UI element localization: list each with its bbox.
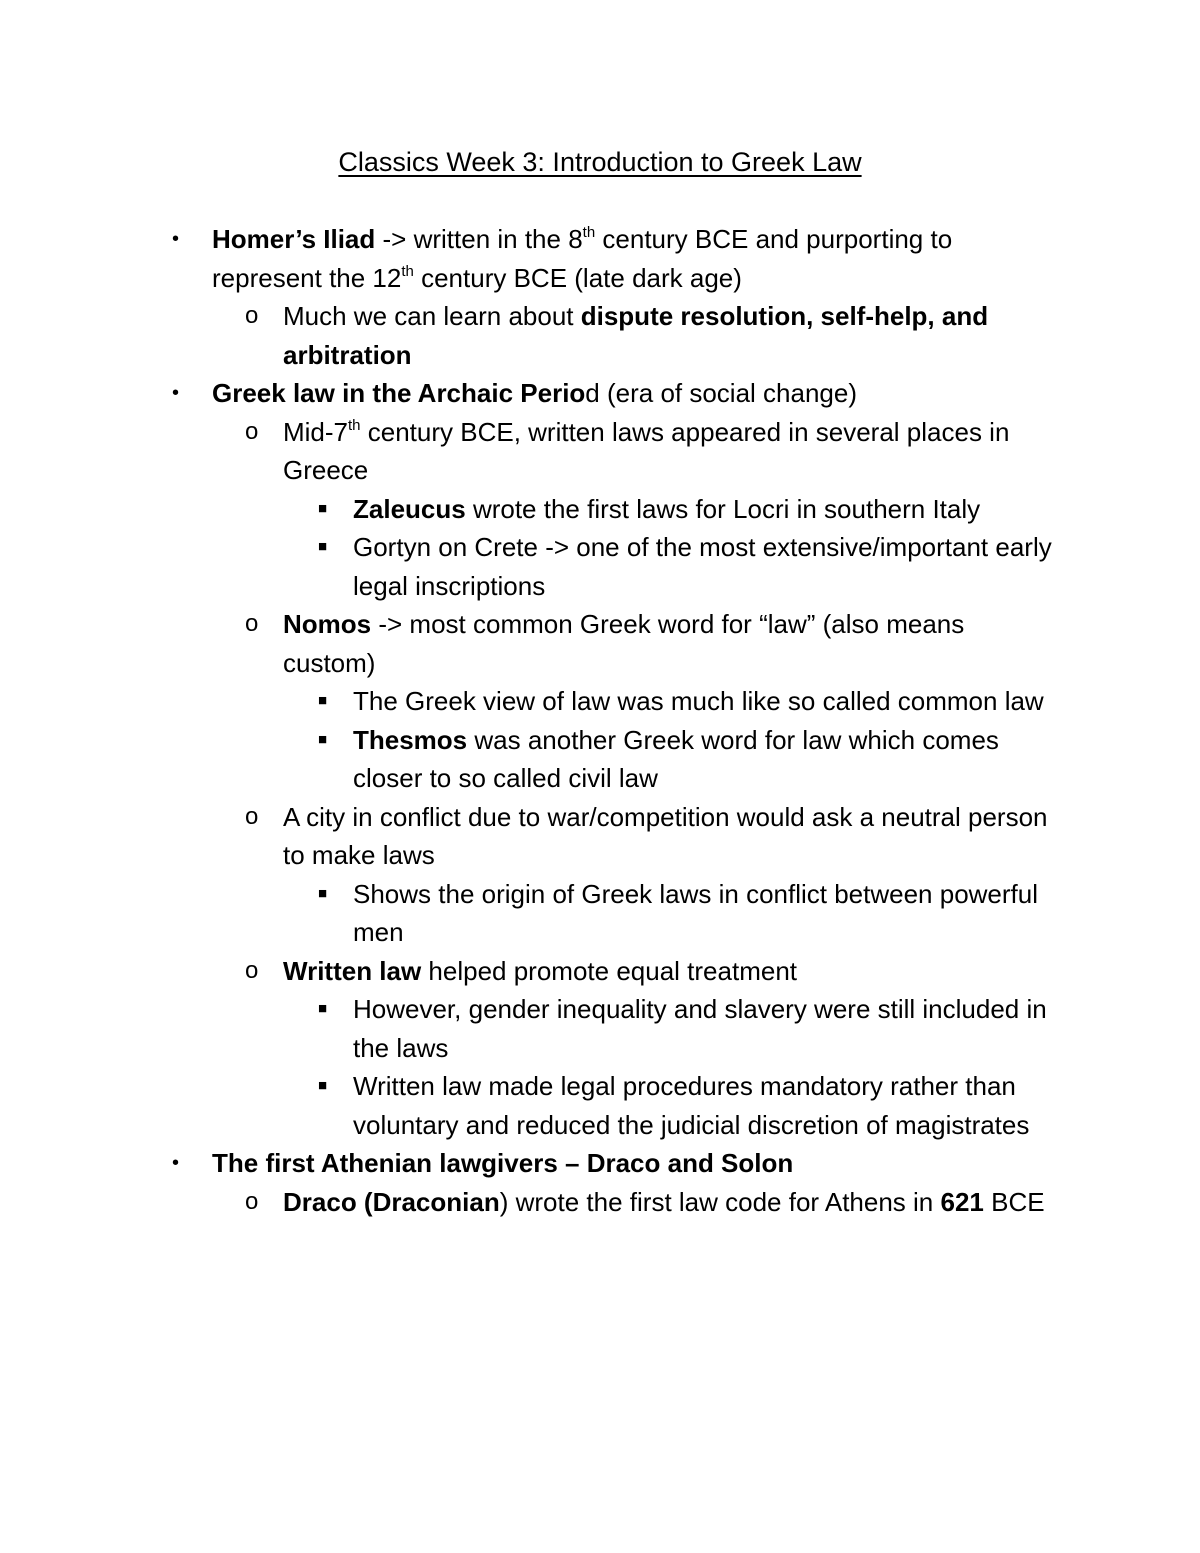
outline-item-level-3 xyxy=(0,682,1063,721)
outline-item-level-3 xyxy=(0,528,1063,605)
bold-text: dispute resolution, self-help, and arbitration xyxy=(283,301,989,370)
outline-item-text xyxy=(283,417,1009,486)
bullet-dot-icon: • xyxy=(172,1152,180,1174)
outline-item-level-1 xyxy=(0,374,1062,413)
bullet-dot-icon: • xyxy=(172,382,180,404)
outline-item-text xyxy=(353,725,999,794)
outline-item-text xyxy=(353,1071,1029,1140)
text-run: Much we can learn about xyxy=(283,301,581,331)
bold-text: Zaleucus xyxy=(353,493,466,524)
text-run: The Greek view of law was much like so called common law xyxy=(353,686,1044,716)
text-run: wrote the first laws for Locri in southern Italy xyxy=(465,493,981,524)
outline-item-text xyxy=(353,686,1044,716)
bullet-square-icon: ■ xyxy=(318,884,328,902)
superscript: th xyxy=(348,416,361,434)
bold-text: Draco (Draconian xyxy=(283,1186,500,1217)
bullet-square-icon: ■ xyxy=(318,538,328,555)
text-run: century BCE, written laws appeared in several places in Greece xyxy=(283,416,1010,485)
outline-item-text xyxy=(283,802,1048,871)
outline-item-level-3 xyxy=(0,875,1063,952)
text-run: A city in conflict due to war/competition would ask a neutral person to make laws xyxy=(283,801,1048,870)
outline-item-level-2 xyxy=(0,605,1058,682)
outline-item-level-3 xyxy=(0,990,1063,1067)
bold-text: Homer’s Iliad xyxy=(212,224,376,254)
bullet-dot-icon: • xyxy=(172,228,180,250)
outline-item-level-1 xyxy=(0,1144,1062,1183)
text-run: Shows the origin of Greek laws in conflict between powerful men xyxy=(353,878,1039,947)
bold-text: Nomos xyxy=(283,609,372,639)
bold-text: 621 xyxy=(940,1186,984,1217)
bullet-circle-icon: o xyxy=(245,1187,259,1215)
superscript: th xyxy=(401,262,414,280)
outline-item-level-2 xyxy=(0,952,1058,991)
outline-item-level-3 xyxy=(0,490,1063,529)
bullet-circle-icon: o xyxy=(245,302,259,329)
text-run: ) wrote the first law code for Athens in xyxy=(499,1186,941,1217)
text-run: Gortyn on Crete -> one of the most extensive/important early legal inscriptions xyxy=(353,532,1052,601)
outline-item-level-3 xyxy=(0,1067,1063,1144)
notes-outline xyxy=(0,220,1200,1221)
text-run: However, gender inequality and slavery were still included in the laws xyxy=(353,994,1047,1063)
bold-text: Written law xyxy=(283,955,422,986)
outline-item-text xyxy=(283,301,988,370)
bullet-circle-icon: o xyxy=(245,802,259,830)
text-run: century BCE (late dark age) xyxy=(413,262,742,293)
document-title: Classics Week 3: Introduction to Greek Law xyxy=(338,147,862,177)
text-run: helped promote equal treatment xyxy=(421,955,797,986)
outline-item-level-1 xyxy=(0,220,1062,297)
outline-item-text xyxy=(283,956,797,986)
bullet-square-icon: ■ xyxy=(318,692,328,709)
text-run: was another Greek word for law which comes closer to so called civil law xyxy=(353,724,999,793)
text-run: BCE xyxy=(983,1186,1045,1217)
outline-item-text xyxy=(353,494,980,524)
outline-item-text xyxy=(353,994,1047,1063)
bullet-square-icon: ■ xyxy=(318,730,328,748)
outline-item-level-2 xyxy=(0,413,1058,490)
bullet-circle-icon: o xyxy=(245,956,259,984)
bullet-square-icon: ■ xyxy=(318,499,328,517)
outline-item-level-2 xyxy=(0,1183,1058,1222)
outline-item-text xyxy=(212,1148,793,1178)
outline-item-level-2 xyxy=(0,297,1058,374)
outline-item-text xyxy=(283,1187,1045,1217)
bullet-square-icon: ■ xyxy=(318,1077,328,1094)
bullet-square-icon: ■ xyxy=(318,1000,328,1017)
text-run: Mid-7 xyxy=(283,416,349,447)
outline-item-text xyxy=(283,609,964,678)
outline-item-text xyxy=(212,378,857,408)
outline-item-level-2 xyxy=(0,798,1058,875)
bold-text: Greek law in the Archaic Perio xyxy=(212,378,586,408)
outline-item-text xyxy=(212,224,952,293)
text-run: -> written in the 8 xyxy=(375,224,583,254)
superscript: th xyxy=(582,224,596,241)
bold-text: Thesmos xyxy=(353,724,468,755)
outline-item-level-3 xyxy=(0,721,1063,798)
text-run: century BCE and purporting to represent the 12 xyxy=(212,224,953,293)
text-run: -> most common Greek word for “law” (also means custom) xyxy=(283,609,965,678)
bullet-circle-icon: o xyxy=(245,417,259,445)
bullet-circle-icon: o xyxy=(245,610,259,637)
outline-item-text xyxy=(353,879,1038,948)
text-run: Written law made legal procedures mandatory rather than voluntary and reduced the judicial discretion of magistrates xyxy=(353,1071,1030,1140)
bold-text: The first Athenian lawgivers – Draco and Solon xyxy=(212,1148,794,1178)
text-run: d (era of social change) xyxy=(585,378,858,408)
outline-item-text xyxy=(353,532,1052,601)
